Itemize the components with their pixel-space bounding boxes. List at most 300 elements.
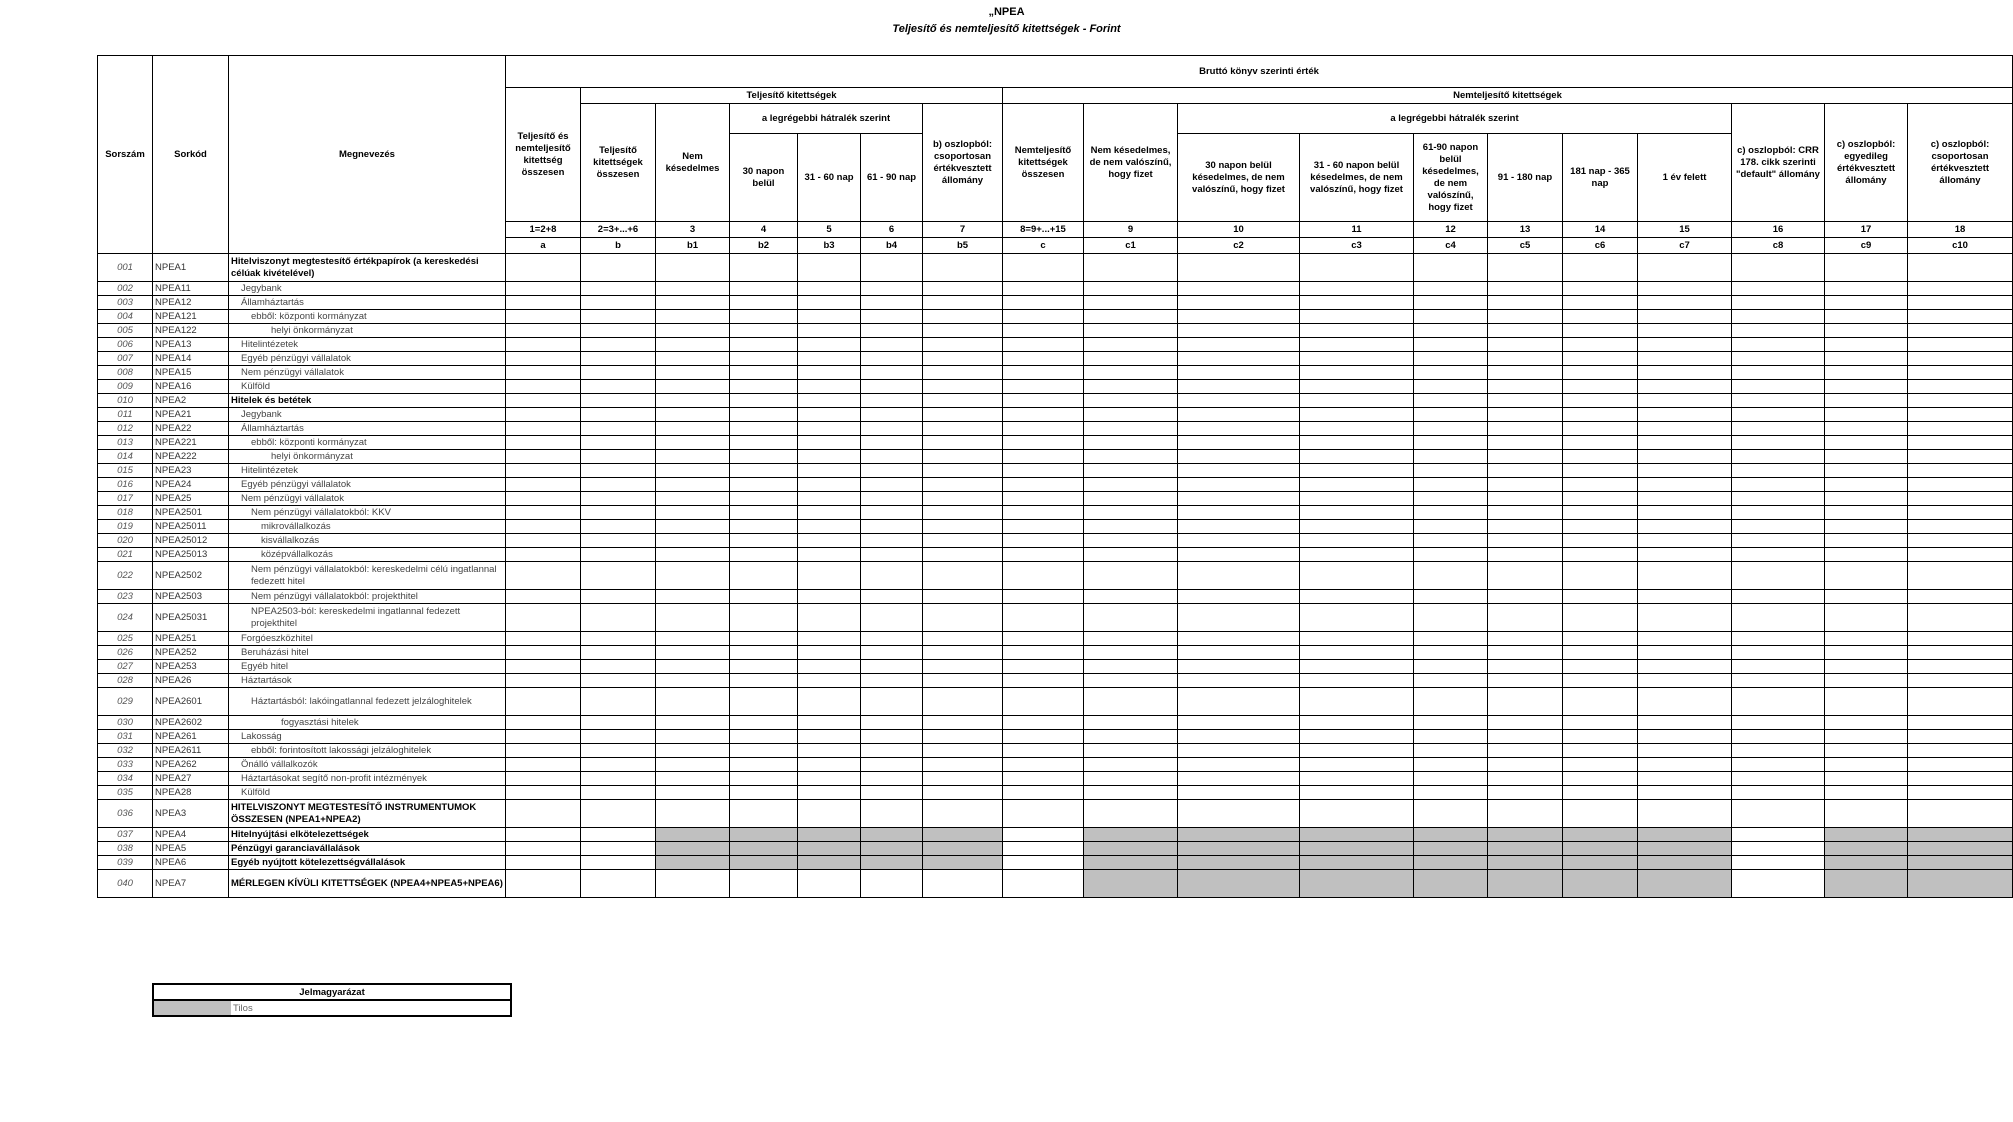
value-cell[interactable]: [1084, 674, 1178, 688]
value-cell[interactable]: [1732, 282, 1825, 296]
value-cell[interactable]: [1003, 604, 1084, 632]
value-cell[interactable]: [1563, 324, 1638, 338]
value-cell[interactable]: [1825, 604, 1908, 632]
value-cell[interactable]: [506, 744, 581, 758]
value-cell[interactable]: [730, 772, 798, 786]
value-cell[interactable]: [1732, 310, 1825, 324]
value-cell[interactable]: [798, 366, 861, 380]
value-cell[interactable]: [861, 366, 923, 380]
value-cell[interactable]: [798, 464, 861, 478]
value-cell[interactable]: [1178, 730, 1300, 744]
value-cell[interactable]: [730, 842, 798, 856]
value-cell[interactable]: [1178, 296, 1300, 310]
value-cell[interactable]: [1084, 324, 1178, 338]
value-cell[interactable]: [1414, 408, 1488, 422]
value-cell[interactable]: [1178, 324, 1300, 338]
value-cell[interactable]: [1003, 380, 1084, 394]
value-cell[interactable]: [656, 436, 730, 450]
value-cell[interactable]: [730, 506, 798, 520]
value-cell[interactable]: [1638, 744, 1732, 758]
value-cell[interactable]: [1908, 716, 2013, 730]
value-cell[interactable]: [923, 632, 1003, 646]
value-cell[interactable]: [656, 492, 730, 506]
value-cell[interactable]: [730, 394, 798, 408]
value-cell[interactable]: [861, 828, 923, 842]
value-cell[interactable]: [1178, 674, 1300, 688]
value-cell[interactable]: [1825, 310, 1908, 324]
value-cell[interactable]: [1178, 464, 1300, 478]
value-cell[interactable]: [1300, 562, 1414, 590]
value-cell[interactable]: [1003, 478, 1084, 492]
value-cell[interactable]: [1084, 548, 1178, 562]
value-cell[interactable]: [1908, 506, 2013, 520]
value-cell[interactable]: [861, 800, 923, 828]
value-cell[interactable]: [1300, 254, 1414, 282]
value-cell[interactable]: [581, 366, 656, 380]
value-cell[interactable]: [1563, 730, 1638, 744]
value-cell[interactable]: [923, 352, 1003, 366]
value-cell[interactable]: [1488, 660, 1563, 674]
value-cell[interactable]: [798, 800, 861, 828]
value-cell[interactable]: [1084, 842, 1178, 856]
value-cell[interactable]: [1414, 646, 1488, 660]
value-cell[interactable]: [506, 856, 581, 870]
value-cell[interactable]: [656, 282, 730, 296]
value-cell[interactable]: [656, 646, 730, 660]
value-cell[interactable]: [1563, 436, 1638, 450]
value-cell[interactable]: [1908, 842, 2013, 856]
value-cell[interactable]: [656, 520, 730, 534]
value-cell[interactable]: [861, 408, 923, 422]
value-cell[interactable]: [798, 422, 861, 436]
value-cell[interactable]: [506, 646, 581, 660]
value-cell[interactable]: [798, 590, 861, 604]
value-cell[interactable]: [861, 282, 923, 296]
value-cell[interactable]: [1488, 254, 1563, 282]
value-cell[interactable]: [1732, 744, 1825, 758]
value-cell[interactable]: [1003, 758, 1084, 772]
value-cell[interactable]: [1563, 548, 1638, 562]
value-cell[interactable]: [861, 688, 923, 716]
value-cell[interactable]: [1178, 786, 1300, 800]
value-cell[interactable]: [1003, 366, 1084, 380]
value-cell[interactable]: [861, 324, 923, 338]
value-cell[interactable]: [730, 520, 798, 534]
value-cell[interactable]: [656, 380, 730, 394]
value-cell[interactable]: [1732, 870, 1825, 898]
value-cell[interactable]: [1563, 716, 1638, 730]
value-cell[interactable]: [861, 254, 923, 282]
value-cell[interactable]: [1825, 744, 1908, 758]
value-cell[interactable]: [1414, 632, 1488, 646]
value-cell[interactable]: [1908, 632, 2013, 646]
value-cell[interactable]: [1488, 730, 1563, 744]
value-cell[interactable]: [1300, 338, 1414, 352]
value-cell[interactable]: [581, 548, 656, 562]
value-cell[interactable]: [506, 716, 581, 730]
value-cell[interactable]: [861, 506, 923, 520]
value-cell[interactable]: [798, 744, 861, 758]
value-cell[interactable]: [798, 478, 861, 492]
value-cell[interactable]: [1300, 744, 1414, 758]
value-cell[interactable]: [1084, 590, 1178, 604]
value-cell[interactable]: [656, 758, 730, 772]
value-cell[interactable]: [656, 562, 730, 590]
value-cell[interactable]: [1732, 800, 1825, 828]
value-cell[interactable]: [923, 436, 1003, 450]
value-cell[interactable]: [1908, 744, 2013, 758]
value-cell[interactable]: [1003, 786, 1084, 800]
value-cell[interactable]: [1488, 632, 1563, 646]
value-cell[interactable]: [1488, 506, 1563, 520]
value-cell[interactable]: [1563, 632, 1638, 646]
value-cell[interactable]: [730, 800, 798, 828]
value-cell[interactable]: [1488, 478, 1563, 492]
value-cell[interactable]: [730, 534, 798, 548]
value-cell[interactable]: [656, 730, 730, 744]
value-cell[interactable]: [1003, 394, 1084, 408]
value-cell[interactable]: [656, 856, 730, 870]
value-cell[interactable]: [1563, 842, 1638, 856]
value-cell[interactable]: [1825, 534, 1908, 548]
value-cell[interactable]: [798, 408, 861, 422]
value-cell[interactable]: [923, 478, 1003, 492]
value-cell[interactable]: [861, 548, 923, 562]
value-cell[interactable]: [506, 394, 581, 408]
value-cell[interactable]: [1300, 380, 1414, 394]
value-cell[interactable]: [923, 590, 1003, 604]
value-cell[interactable]: [923, 450, 1003, 464]
value-cell[interactable]: [1488, 380, 1563, 394]
value-cell[interactable]: [1638, 282, 1732, 296]
value-cell[interactable]: [1908, 324, 2013, 338]
value-cell[interactable]: [1732, 772, 1825, 786]
value-cell[interactable]: [1825, 450, 1908, 464]
value-cell[interactable]: [1908, 492, 2013, 506]
value-cell[interactable]: [923, 562, 1003, 590]
value-cell[interactable]: [861, 492, 923, 506]
value-cell[interactable]: [656, 800, 730, 828]
value-cell[interactable]: [1563, 688, 1638, 716]
value-cell[interactable]: [1300, 352, 1414, 366]
value-cell[interactable]: [1563, 296, 1638, 310]
value-cell[interactable]: [1732, 254, 1825, 282]
value-cell[interactable]: [581, 408, 656, 422]
value-cell[interactable]: [1084, 632, 1178, 646]
value-cell[interactable]: [1414, 842, 1488, 856]
value-cell[interactable]: [506, 604, 581, 632]
value-cell[interactable]: [1300, 870, 1414, 898]
value-cell[interactable]: [1488, 324, 1563, 338]
value-cell[interactable]: [1084, 520, 1178, 534]
value-cell[interactable]: [1414, 800, 1488, 828]
value-cell[interactable]: [1488, 520, 1563, 534]
value-cell[interactable]: [581, 450, 656, 464]
value-cell[interactable]: [1414, 520, 1488, 534]
value-cell[interactable]: [1003, 310, 1084, 324]
value-cell[interactable]: [1732, 562, 1825, 590]
value-cell[interactable]: [1563, 800, 1638, 828]
value-cell[interactable]: [798, 856, 861, 870]
value-cell[interactable]: [1908, 590, 2013, 604]
value-cell[interactable]: [861, 856, 923, 870]
value-cell[interactable]: [656, 296, 730, 310]
value-cell[interactable]: [1003, 800, 1084, 828]
value-cell[interactable]: [1300, 436, 1414, 450]
value-cell[interactable]: [1732, 604, 1825, 632]
value-cell[interactable]: [1908, 422, 2013, 436]
value-cell[interactable]: [798, 254, 861, 282]
value-cell[interactable]: [1825, 828, 1908, 842]
value-cell[interactable]: [581, 758, 656, 772]
value-cell[interactable]: [1638, 436, 1732, 450]
value-cell[interactable]: [656, 450, 730, 464]
value-cell[interactable]: [1488, 310, 1563, 324]
value-cell[interactable]: [1414, 464, 1488, 478]
value-cell[interactable]: [1300, 632, 1414, 646]
value-cell[interactable]: [1732, 646, 1825, 660]
value-cell[interactable]: [1825, 422, 1908, 436]
value-cell[interactable]: [1300, 716, 1414, 730]
value-cell[interactable]: [1178, 310, 1300, 324]
value-cell[interactable]: [923, 758, 1003, 772]
value-cell[interactable]: [1178, 688, 1300, 716]
value-cell[interactable]: [730, 282, 798, 296]
value-cell[interactable]: [730, 870, 798, 898]
value-cell[interactable]: [1178, 870, 1300, 898]
value-cell[interactable]: [1178, 744, 1300, 758]
value-cell[interactable]: [1563, 758, 1638, 772]
value-cell[interactable]: [730, 450, 798, 464]
value-cell[interactable]: [1825, 380, 1908, 394]
value-cell[interactable]: [1178, 534, 1300, 548]
value-cell[interactable]: [798, 506, 861, 520]
value-cell[interactable]: [1825, 842, 1908, 856]
value-cell[interactable]: [1732, 464, 1825, 478]
value-cell[interactable]: [1414, 338, 1488, 352]
value-cell[interactable]: [506, 380, 581, 394]
value-cell[interactable]: [1488, 842, 1563, 856]
value-cell[interactable]: [1300, 506, 1414, 520]
value-cell[interactable]: [923, 828, 1003, 842]
value-cell[interactable]: [1825, 436, 1908, 450]
value-cell[interactable]: [798, 646, 861, 660]
value-cell[interactable]: [1084, 800, 1178, 828]
value-cell[interactable]: [1414, 856, 1488, 870]
value-cell[interactable]: [1563, 338, 1638, 352]
value-cell[interactable]: [1084, 758, 1178, 772]
value-cell[interactable]: [1825, 408, 1908, 422]
value-cell[interactable]: [1300, 758, 1414, 772]
value-cell[interactable]: [798, 758, 861, 772]
value-cell[interactable]: [923, 380, 1003, 394]
value-cell[interactable]: [1732, 828, 1825, 842]
value-cell[interactable]: [1732, 380, 1825, 394]
value-cell[interactable]: [1638, 758, 1732, 772]
value-cell[interactable]: [506, 590, 581, 604]
value-cell[interactable]: [1414, 772, 1488, 786]
value-cell[interactable]: [1563, 310, 1638, 324]
value-cell[interactable]: [1638, 324, 1732, 338]
value-cell[interactable]: [861, 520, 923, 534]
value-cell[interactable]: [1732, 492, 1825, 506]
value-cell[interactable]: [1908, 758, 2013, 772]
value-cell[interactable]: [1084, 254, 1178, 282]
value-cell[interactable]: [1084, 464, 1178, 478]
value-cell[interactable]: [1488, 436, 1563, 450]
value-cell[interactable]: [1414, 352, 1488, 366]
value-cell[interactable]: [1414, 310, 1488, 324]
value-cell[interactable]: [1563, 534, 1638, 548]
value-cell[interactable]: [1563, 366, 1638, 380]
value-cell[interactable]: [1563, 254, 1638, 282]
value-cell[interactable]: [1084, 688, 1178, 716]
value-cell[interactable]: [1563, 674, 1638, 688]
value-cell[interactable]: [798, 688, 861, 716]
value-cell[interactable]: [923, 282, 1003, 296]
value-cell[interactable]: [1638, 828, 1732, 842]
value-cell[interactable]: [656, 548, 730, 562]
value-cell[interactable]: [656, 352, 730, 366]
value-cell[interactable]: [1414, 436, 1488, 450]
value-cell[interactable]: [1638, 254, 1732, 282]
value-cell[interactable]: [1414, 380, 1488, 394]
value-cell[interactable]: [923, 856, 1003, 870]
value-cell[interactable]: [581, 744, 656, 758]
value-cell[interactable]: [730, 744, 798, 758]
value-cell[interactable]: [1563, 828, 1638, 842]
value-cell[interactable]: [1825, 562, 1908, 590]
value-cell[interactable]: [1732, 422, 1825, 436]
value-cell[interactable]: [923, 842, 1003, 856]
value-cell[interactable]: [1414, 870, 1488, 898]
value-cell[interactable]: [1003, 338, 1084, 352]
value-cell[interactable]: [1908, 548, 2013, 562]
value-cell[interactable]: [1300, 366, 1414, 380]
value-cell[interactable]: [730, 492, 798, 506]
value-cell[interactable]: [1003, 716, 1084, 730]
value-cell[interactable]: [656, 688, 730, 716]
value-cell[interactable]: [1638, 366, 1732, 380]
value-cell[interactable]: [1825, 646, 1908, 660]
value-cell[interactable]: [730, 464, 798, 478]
value-cell[interactable]: [1825, 758, 1908, 772]
value-cell[interactable]: [1638, 856, 1732, 870]
value-cell[interactable]: [581, 394, 656, 408]
value-cell[interactable]: [923, 646, 1003, 660]
value-cell[interactable]: [1563, 506, 1638, 520]
value-cell[interactable]: [1084, 562, 1178, 590]
value-cell[interactable]: [581, 842, 656, 856]
value-cell[interactable]: [1732, 660, 1825, 674]
value-cell[interactable]: [1563, 408, 1638, 422]
value-cell[interactable]: [1732, 394, 1825, 408]
value-cell[interactable]: [506, 366, 581, 380]
value-cell[interactable]: [1638, 870, 1732, 898]
value-cell[interactable]: [798, 660, 861, 674]
value-cell[interactable]: [656, 870, 730, 898]
value-cell[interactable]: [581, 716, 656, 730]
value-cell[interactable]: [1488, 450, 1563, 464]
value-cell[interactable]: [506, 254, 581, 282]
value-cell[interactable]: [730, 310, 798, 324]
value-cell[interactable]: [1414, 716, 1488, 730]
value-cell[interactable]: [1825, 772, 1908, 786]
value-cell[interactable]: [1732, 478, 1825, 492]
value-cell[interactable]: [1908, 450, 2013, 464]
value-cell[interactable]: [1638, 548, 1732, 562]
value-cell[interactable]: [1825, 520, 1908, 534]
value-cell[interactable]: [506, 870, 581, 898]
value-cell[interactable]: [798, 534, 861, 548]
value-cell[interactable]: [1414, 828, 1488, 842]
value-cell[interactable]: [861, 464, 923, 478]
value-cell[interactable]: [1488, 856, 1563, 870]
value-cell[interactable]: [1003, 464, 1084, 478]
value-cell[interactable]: [1908, 296, 2013, 310]
value-cell[interactable]: [1638, 450, 1732, 464]
value-cell[interactable]: [1178, 856, 1300, 870]
value-cell[interactable]: [730, 856, 798, 870]
value-cell[interactable]: [1638, 730, 1732, 744]
value-cell[interactable]: [1488, 492, 1563, 506]
value-cell[interactable]: [1732, 366, 1825, 380]
value-cell[interactable]: [1003, 772, 1084, 786]
value-cell[interactable]: [798, 282, 861, 296]
value-cell[interactable]: [581, 870, 656, 898]
value-cell[interactable]: [730, 716, 798, 730]
value-cell[interactable]: [861, 562, 923, 590]
value-cell[interactable]: [1488, 366, 1563, 380]
value-cell[interactable]: [798, 674, 861, 688]
value-cell[interactable]: [1563, 380, 1638, 394]
value-cell[interactable]: [1003, 436, 1084, 450]
value-cell[interactable]: [506, 688, 581, 716]
value-cell[interactable]: [1084, 786, 1178, 800]
value-cell[interactable]: [506, 730, 581, 744]
value-cell[interactable]: [1003, 562, 1084, 590]
value-cell[interactable]: [1908, 674, 2013, 688]
value-cell[interactable]: [730, 422, 798, 436]
value-cell[interactable]: [656, 408, 730, 422]
value-cell[interactable]: [1638, 506, 1732, 520]
value-cell[interactable]: [1638, 716, 1732, 730]
value-cell[interactable]: [1638, 646, 1732, 660]
value-cell[interactable]: [1488, 296, 1563, 310]
value-cell[interactable]: [1563, 856, 1638, 870]
value-cell[interactable]: [1488, 548, 1563, 562]
value-cell[interactable]: [1300, 730, 1414, 744]
value-cell[interactable]: [730, 674, 798, 688]
value-cell[interactable]: [1563, 660, 1638, 674]
value-cell[interactable]: [1414, 478, 1488, 492]
value-cell[interactable]: [1825, 394, 1908, 408]
value-cell[interactable]: [1003, 352, 1084, 366]
value-cell[interactable]: [1178, 338, 1300, 352]
value-cell[interactable]: [798, 604, 861, 632]
value-cell[interactable]: [1084, 772, 1178, 786]
value-cell[interactable]: [1178, 562, 1300, 590]
value-cell[interactable]: [1084, 352, 1178, 366]
value-cell[interactable]: [1300, 464, 1414, 478]
value-cell[interactable]: [581, 282, 656, 296]
value-cell[interactable]: [581, 800, 656, 828]
value-cell[interactable]: [1638, 800, 1732, 828]
value-cell[interactable]: [581, 254, 656, 282]
value-cell[interactable]: [798, 730, 861, 744]
value-cell[interactable]: [1300, 478, 1414, 492]
value-cell[interactable]: [1084, 380, 1178, 394]
